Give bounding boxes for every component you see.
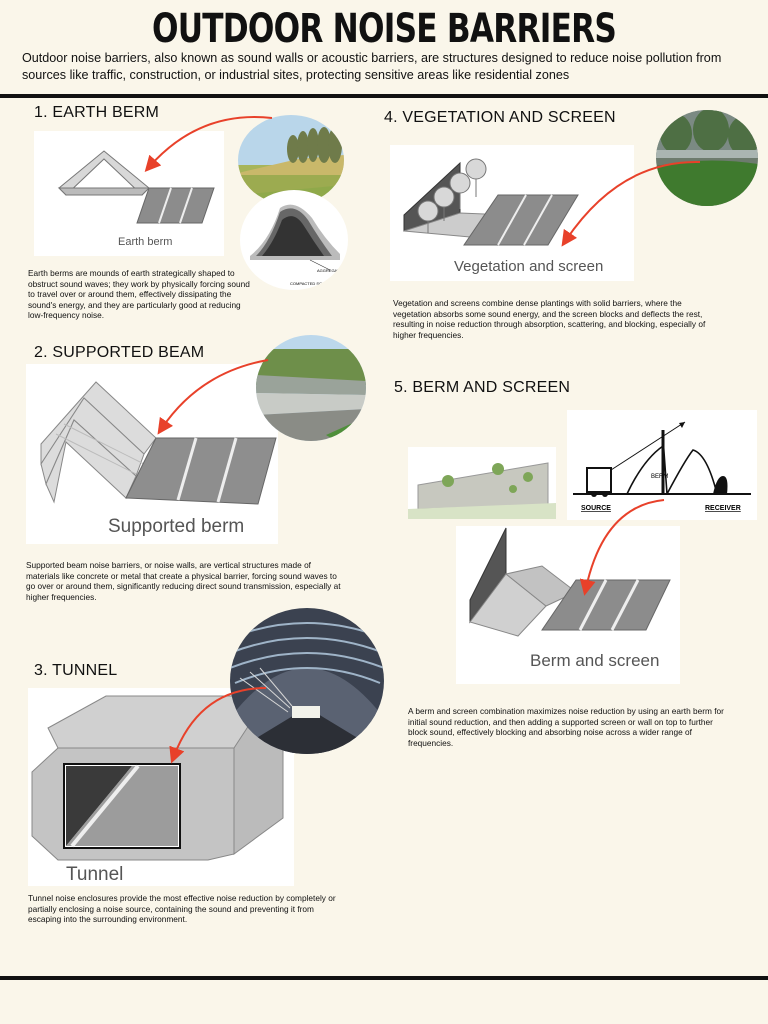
receiver-label: RECEIVER xyxy=(705,505,741,512)
berm-and-screen-illustration xyxy=(408,447,556,519)
section-heading-berm-and-screen: 5. BERM AND SCREEN xyxy=(394,379,571,396)
section-heading-vegetation-and-screen: 4. VEGETATION AND SCREEN xyxy=(384,109,616,126)
section-heading-earth-berm: 1. EARTH BERM xyxy=(34,104,159,121)
berm-and-screen-diagram xyxy=(456,526,680,684)
earth-berm-description: Earth berms are mounds of earth strategically shaped to obstruct sound waves; they work by physically forcing sound to travel over or around them, effectively dissipating the sound's energy, and they are particularly good at reducing low-frequency noise. xyxy=(28,268,250,321)
vegetation-and-screen-description: Vegetation and screens combine dense plantings with solid barriers, where the vegetation absorbs some sound energy, and the screen blocks and deflects the rest, resulting in noise reduction through absorption, scattering, and blocking, especially of higher frequencies. xyxy=(393,298,706,340)
earth-berm-diagram xyxy=(34,131,224,256)
supported-beam-description: Supported beam noise barriers, or noise walls, are vertical structures made of materials like concrete or metal that create a physical barrier, forcing sound waves to go over or around them, significantly reducing direct sound transmission, especially at higher frequencies. xyxy=(26,560,341,602)
source-label: SOURCE xyxy=(581,505,611,512)
berm-and-screen-sketch xyxy=(567,410,757,520)
aggregate-label: AGGREGATE xyxy=(317,268,343,273)
berm-label: BERM xyxy=(651,474,669,480)
page-title: OUTDOOR NOISE BARRIERS xyxy=(151,6,617,52)
tunnel-photo xyxy=(230,608,384,754)
top-divider xyxy=(0,94,768,98)
tunnel-description: Tunnel noise enclosures provide the most effective noise reduction by completely or partially enclosing a noise source, containing the sound and preventing it from escaping into the surrounding environment. xyxy=(28,893,336,925)
section-heading-tunnel: 3. TUNNEL xyxy=(34,662,118,679)
section-heading-supported-beam: 2. SUPPORTED BEAM xyxy=(34,344,205,361)
vegetation-and-screen-caption: Vegetation and screen xyxy=(454,258,604,275)
berm-and-screen-description: A berm and screen combination maximizes noise reduction by using an earth berm for initial sound reduction, and then adding a supported screen or wall on top to further block sound, effectively blocking and absorbing noise across a wider range of frequencies. xyxy=(408,706,724,748)
earth-berm-caption: Earth berm xyxy=(118,236,173,248)
supported-beam-photo xyxy=(256,335,366,441)
tunnel-caption: Tunnel xyxy=(66,864,124,885)
compacted-soil-label: COMPACTED SOIL xyxy=(290,281,326,286)
intro-text: Outdoor noise barriers, also known as sound walls or acoustic barriers, are structures designed to reduce noise pollution from sources like traffic, construction, or industrial sites, protecting sensitive areas like residential zones xyxy=(22,51,722,82)
bottom-divider xyxy=(0,976,768,980)
vegetation-and-screen-photo xyxy=(656,110,758,206)
supported-berm-caption: Supported berm xyxy=(108,516,245,537)
supported-berm-diagram xyxy=(26,364,278,544)
vegetation-and-screen-diagram xyxy=(390,145,634,281)
berm-and-screen-caption: Berm and screen xyxy=(530,651,660,670)
